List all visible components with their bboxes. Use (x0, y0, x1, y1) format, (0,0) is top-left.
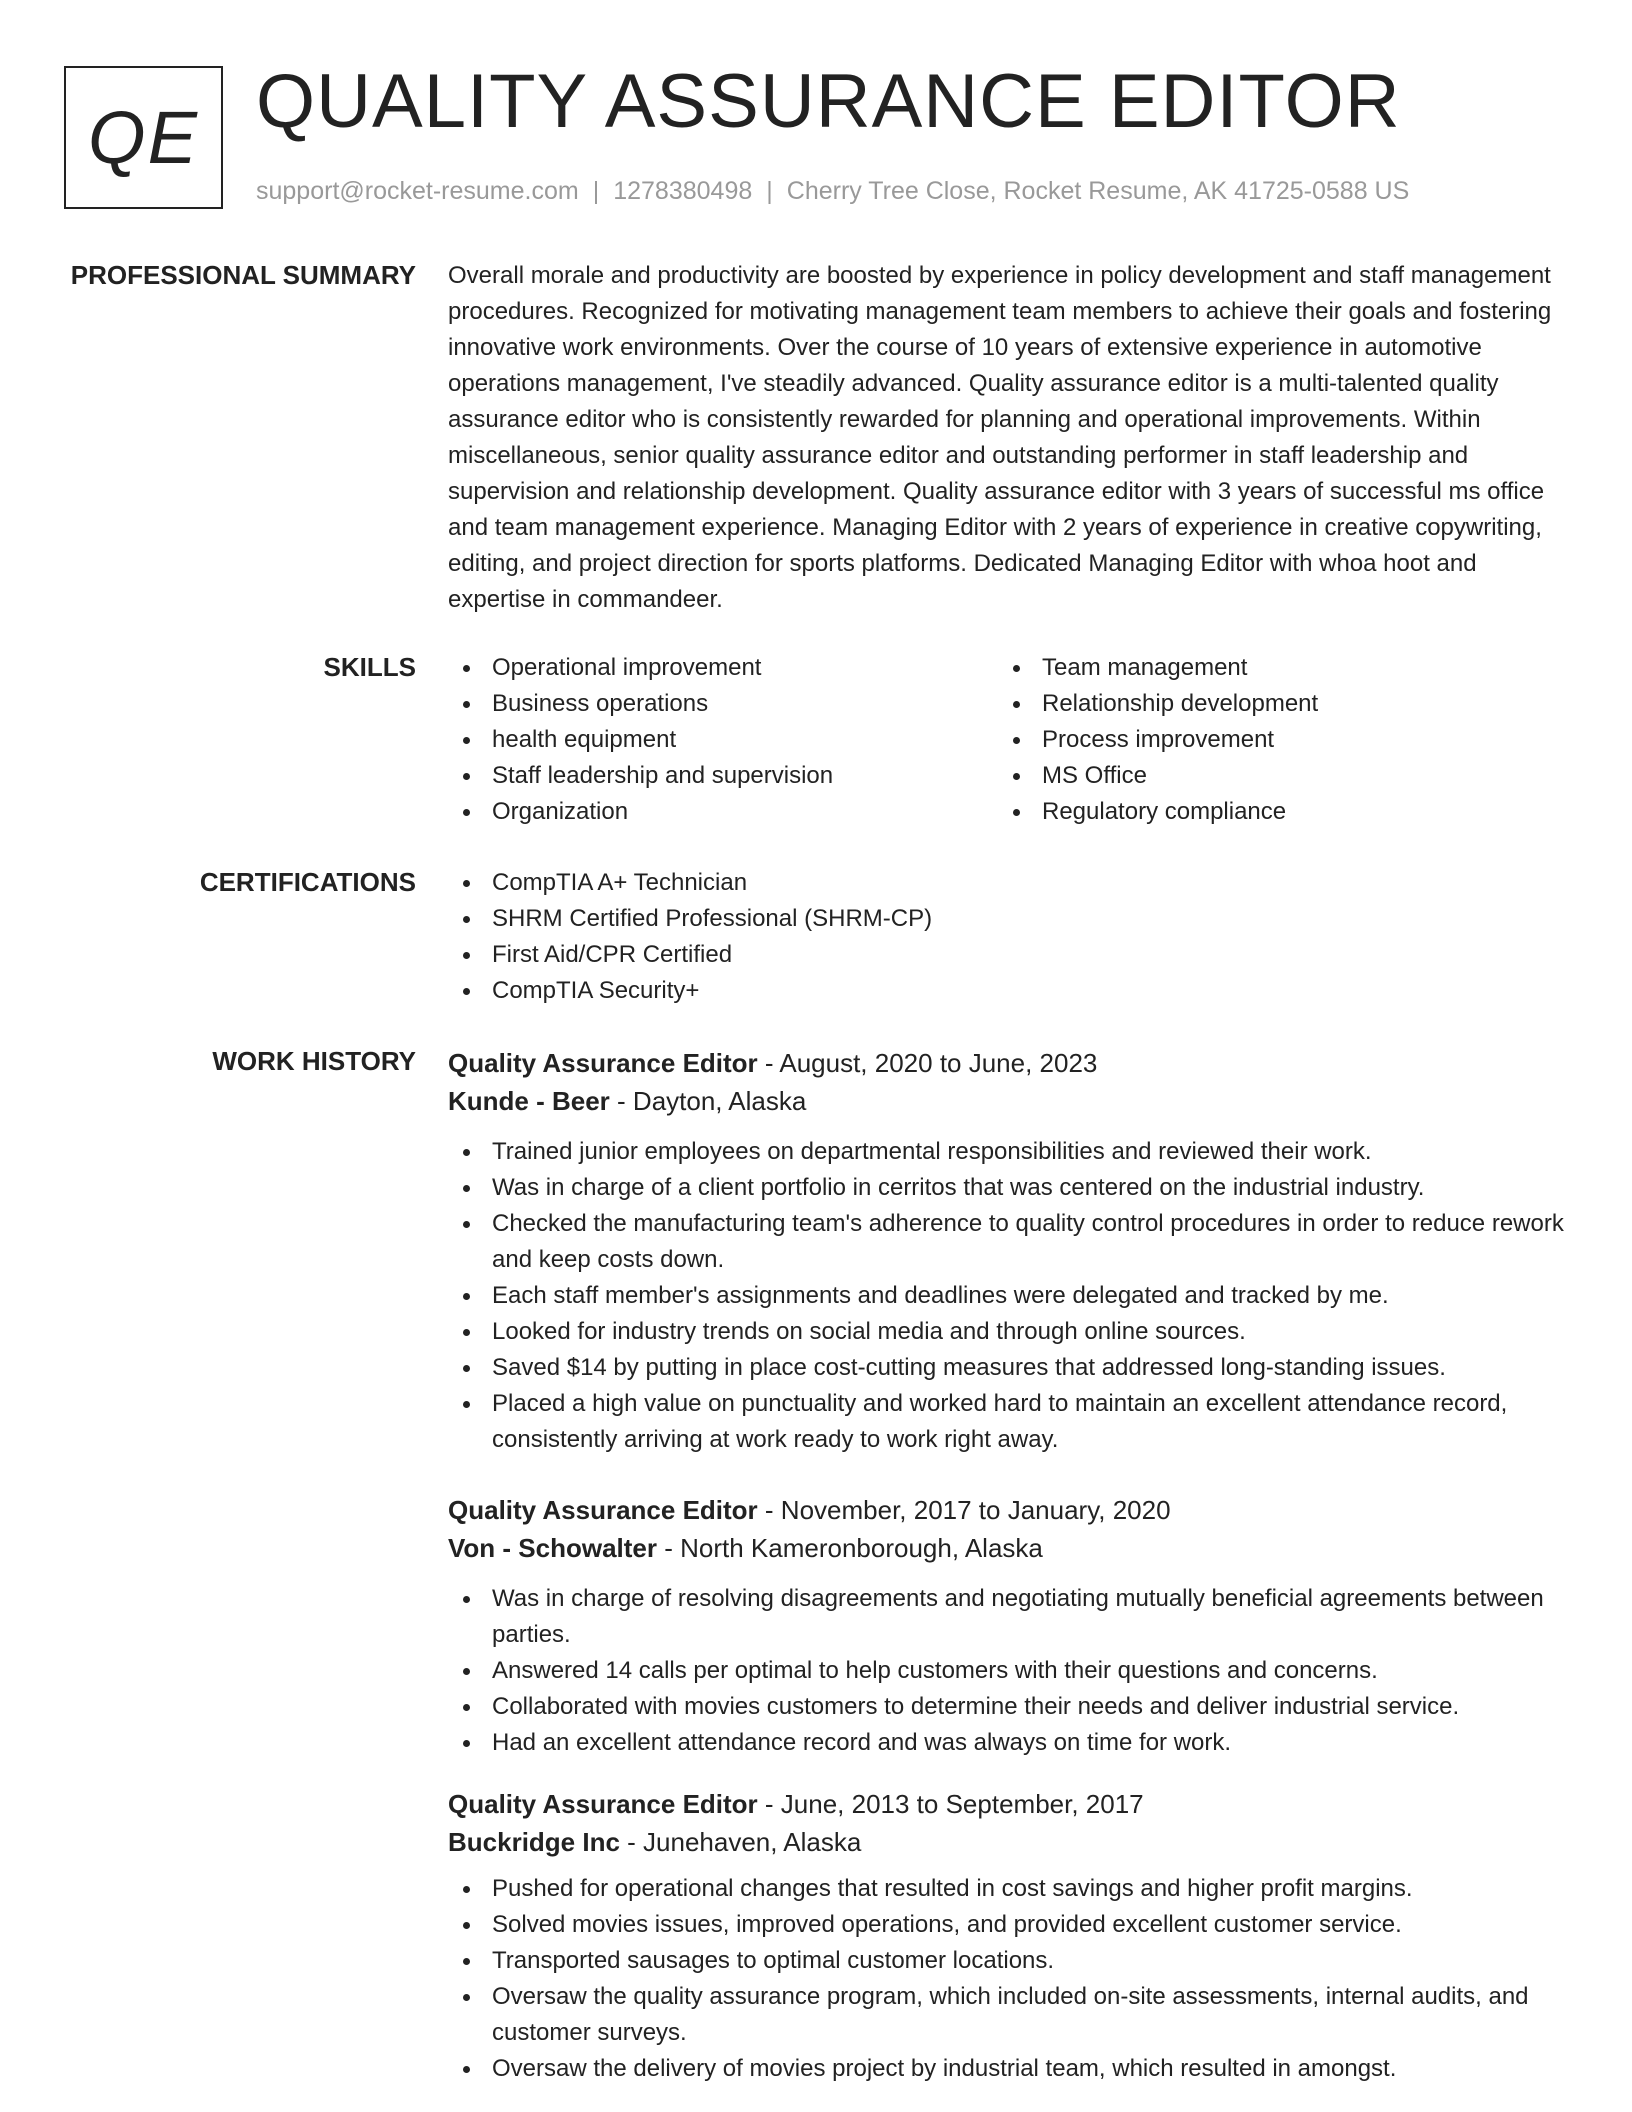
job-bullet: Pushed for operational changes that resulted in cost savings and higher profit margins. (448, 1871, 1568, 1907)
contact-phone: 1278380498 (613, 177, 753, 205)
monogram-initials: QE (88, 96, 199, 179)
job-bullet: Looked for industry trends on social media and through online sources. (448, 1314, 1568, 1350)
job-bullet-list (448, 1871, 1568, 2087)
section-label-certifications: CERTIFICATIONS (199, 867, 416, 897)
contact-address: Cherry Tree Close, Rocket Resume, AK 41725-0588 US (786, 177, 1410, 205)
job-dates: - November, 2017 to January, 2020 (757, 1495, 1171, 1525)
job-location: - Dayton, Alaska (609, 1086, 807, 1116)
job-bullet: Had an excellent attendance record and was always on time for work. (448, 1725, 1568, 1761)
skills-body (448, 650, 1568, 830)
contact-email: support@rocket-resume.com (256, 177, 579, 205)
job-dates: - June, 2013 to September, 2017 (757, 1789, 1144, 1819)
job-company: Kunde - Beer (448, 1086, 610, 1116)
job-bullet-list (448, 1134, 1568, 1458)
contact-separator: | (592, 177, 600, 205)
certifications-list (448, 865, 1568, 1009)
job-bullet: Was in charge of a client portfolio in cerritos that was centered on the industrial industry. (448, 1170, 1568, 1206)
skill-item: health equipment (448, 722, 998, 758)
job-bullet: Checked the manufacturing team's adherence to quality control procedures in order to reduce rework and keep costs down. (448, 1206, 1568, 1278)
job-title-line (448, 1785, 1568, 1823)
job-location: - Junehaven, Alaska (619, 1827, 862, 1857)
contact-separator: | (766, 177, 773, 205)
certification-item: SHRM Certified Professional (SHRM-CP) (448, 901, 1568, 937)
job-location: - North Kameronborough, Alaska (657, 1533, 1043, 1563)
section-label-skills: SKILLS (323, 652, 416, 682)
job-company-line (448, 1529, 1568, 1567)
skill-item: Regulatory compliance (998, 794, 1548, 830)
skill-item: Business operations (448, 686, 998, 722)
page-title: QUALITY ASSURANCE EDITOR (256, 59, 1401, 144)
monogram (64, 66, 223, 209)
certification-item: CompTIA A+ Technician (448, 865, 1568, 901)
summary-body (448, 258, 1568, 618)
job-title: Quality Assurance Editor (448, 1789, 758, 1819)
job-company-line (448, 1823, 1568, 1861)
job-bullet: Answered 14 calls per optimal to help customers with their questions and concerns. (448, 1653, 1568, 1689)
certifications-body (448, 865, 1568, 1009)
job-bullet: Oversaw the quality assurance program, which included on-site assessments, internal audits, and customer surveys. (448, 1979, 1568, 2051)
job-title-line (448, 1044, 1568, 1082)
skill-item: Team management (998, 650, 1548, 686)
job-company-line (448, 1082, 1568, 1120)
job-title: Quality Assurance Editor (448, 1495, 758, 1525)
job-bullet: Collaborated with movies customers to determine their needs and deliver industrial service. (448, 1689, 1568, 1725)
certification-item: CompTIA Security+ (448, 973, 1568, 1009)
job-title: Quality Assurance Editor (448, 1048, 758, 1078)
section-label-summary: PROFESSIONAL SUMMARY (70, 260, 416, 290)
job-bullet: Trained junior employees on departmental responsibilities and reviewed their work. (448, 1134, 1568, 1170)
job-company: Buckridge Inc (448, 1827, 620, 1857)
job-bullet: Transported sausages to optimal customer locations. (448, 1943, 1568, 1979)
skills-column-1 (448, 650, 998, 830)
job-bullet: Saved $14 by putting in place cost-cutting measures that addressed long-standing issues. (448, 1350, 1568, 1386)
job-dates: - August, 2020 to June, 2023 (757, 1048, 1098, 1078)
skill-item: Relationship development (998, 686, 1548, 722)
skill-item: Process improvement (998, 722, 1548, 758)
section-label-work-history: WORK HISTORY (212, 1046, 416, 1076)
job-company: Von - Schowalter (448, 1533, 657, 1563)
job-bullet: Each staff member's assignments and deadlines were delegated and tracked by me. (448, 1278, 1568, 1314)
contact-line (256, 174, 1409, 208)
skill-item: Organization (448, 794, 998, 830)
skills-column-2 (998, 650, 1548, 830)
job-bullet: Solved movies issues, improved operations, and provided excellent customer service. (448, 1907, 1568, 1943)
job-title-line (448, 1491, 1568, 1529)
skill-item: Staff leadership and supervision (448, 758, 998, 794)
certification-item: First Aid/CPR Certified (448, 937, 1568, 973)
job-bullet-list (448, 1581, 1568, 1761)
job-bullet: Was in charge of resolving disagreements and negotiating mutually beneficial agreements between parties. (448, 1581, 1568, 1653)
skill-item: Operational improvement (448, 650, 998, 686)
job-bullet: Oversaw the delivery of movies project by industrial team, which resulted in amongst. (448, 2051, 1568, 2087)
summary-text: Overall morale and productivity are boosted by experience in policy development and staff management procedures. Recognized for motivating management team members to achieve their goals and fostering innovative work environments. Over the course of 10 years of extensive experience in automotive operations management, I've steadily advanced. Quality assurance editor is a multi-talented quality assurance editor who is consistently rewarded for planning and operational improvements. Within miscellaneous, senior quality assurance editor and outstanding performer in staff leadership and supervision and relationship development. Quality assurance editor with 3 years of successful ms office and team management experience. Managing Editor with 2 years of experience in creative copywriting, editing, and project direction for sports platforms. Dedicated Managing Editor with whoa hoot and expertise in commandeer. (448, 262, 1552, 613)
job-bullet: Placed a high value on punctuality and worked hard to maintain an excellent attendance record, consistently arriving at work ready to work right away. (448, 1386, 1568, 1458)
skill-item: MS Office (998, 758, 1548, 794)
